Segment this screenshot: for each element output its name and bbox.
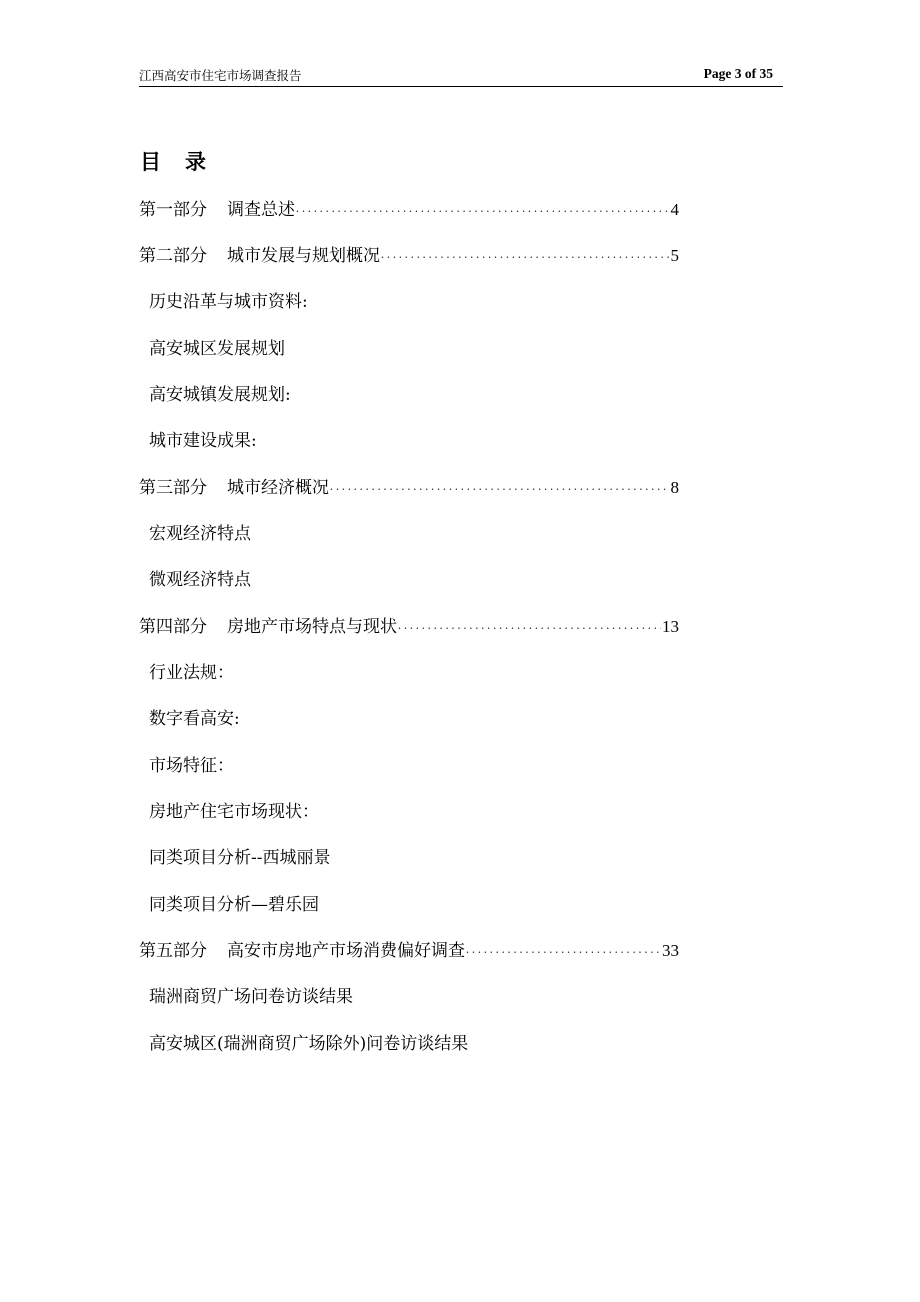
toc-part-title: 调查总述 <box>227 200 295 220</box>
toc-part-label: 第五部分 <box>139 941 207 961</box>
dot-leader <box>296 199 670 224</box>
toc-entry-part-3[interactable] <box>139 476 679 502</box>
toc-entry-part-1[interactable] <box>139 198 679 224</box>
toc-subentry[interactable]: 瑞洲商贸广场问卷访谈结果 <box>149 987 353 1007</box>
toc-part-title: 城市发展与规划概况 <box>227 246 380 266</box>
toc-subentry[interactable]: 历史沿革与城市资料: <box>149 292 308 312</box>
toc-part-title: 城市经济概况 <box>227 478 329 498</box>
toc-subentry[interactable]: 宏观经济特点 <box>149 524 251 544</box>
toc-subentry[interactable]: 数字看高安: <box>149 709 240 729</box>
dot-leader <box>381 245 670 270</box>
toc-subentry[interactable]: 微观经济特点 <box>149 570 251 590</box>
toc-subentry[interactable]: 城市建设成果: <box>149 431 257 451</box>
toc-page-number: 13 <box>662 617 679 636</box>
document-title: 江西高安市住宅市场调查报告 <box>139 68 302 83</box>
toc-subentry[interactable]: 房地产住宅市场现状： <box>149 802 319 822</box>
toc-subentry[interactable]: 行业法规： <box>149 663 234 683</box>
toc-page-number: 8 <box>670 478 679 497</box>
toc-subentry[interactable]: 市场特征： <box>149 756 234 776</box>
toc-entry-part-5[interactable] <box>139 939 679 965</box>
toc-part-title: 房地产市场特点与现状 <box>227 617 397 637</box>
toc-entry-part-4[interactable] <box>139 615 679 641</box>
dot-leader <box>398 616 661 641</box>
page-number: Page 3 of 35 <box>703 66 773 81</box>
toc-subentry[interactable]: 同类项目分析--西城丽景 <box>149 848 331 868</box>
toc-subentry[interactable]: 同类项目分析—碧乐园 <box>149 895 319 915</box>
toc-page-number: 5 <box>670 246 679 265</box>
toc-entry-part-2[interactable] <box>139 244 679 270</box>
toc-heading: 目录 <box>140 150 230 174</box>
toc-part-label: 第四部分 <box>139 617 207 637</box>
dot-leader <box>466 940 661 965</box>
toc-page-number: 33 <box>662 941 679 960</box>
toc-subentry[interactable]: 高安城区(瑞洲商贸广场除外)问卷访谈结果 <box>149 1034 469 1054</box>
toc-part-label: 第三部分 <box>139 478 207 498</box>
toc-page-number: 4 <box>670 200 679 219</box>
toc-subentry[interactable]: 高安城区发展规划 <box>149 339 285 359</box>
toc-part-title: 高安市房地产市场消费偏好调查 <box>227 941 465 961</box>
dot-leader <box>330 477 670 502</box>
toc-subentry[interactable]: 高安城镇发展规划: <box>149 385 291 405</box>
toc-part-label: 第二部分 <box>139 246 207 266</box>
page-header <box>139 64 783 87</box>
toc-part-label: 第一部分 <box>139 200 207 220</box>
